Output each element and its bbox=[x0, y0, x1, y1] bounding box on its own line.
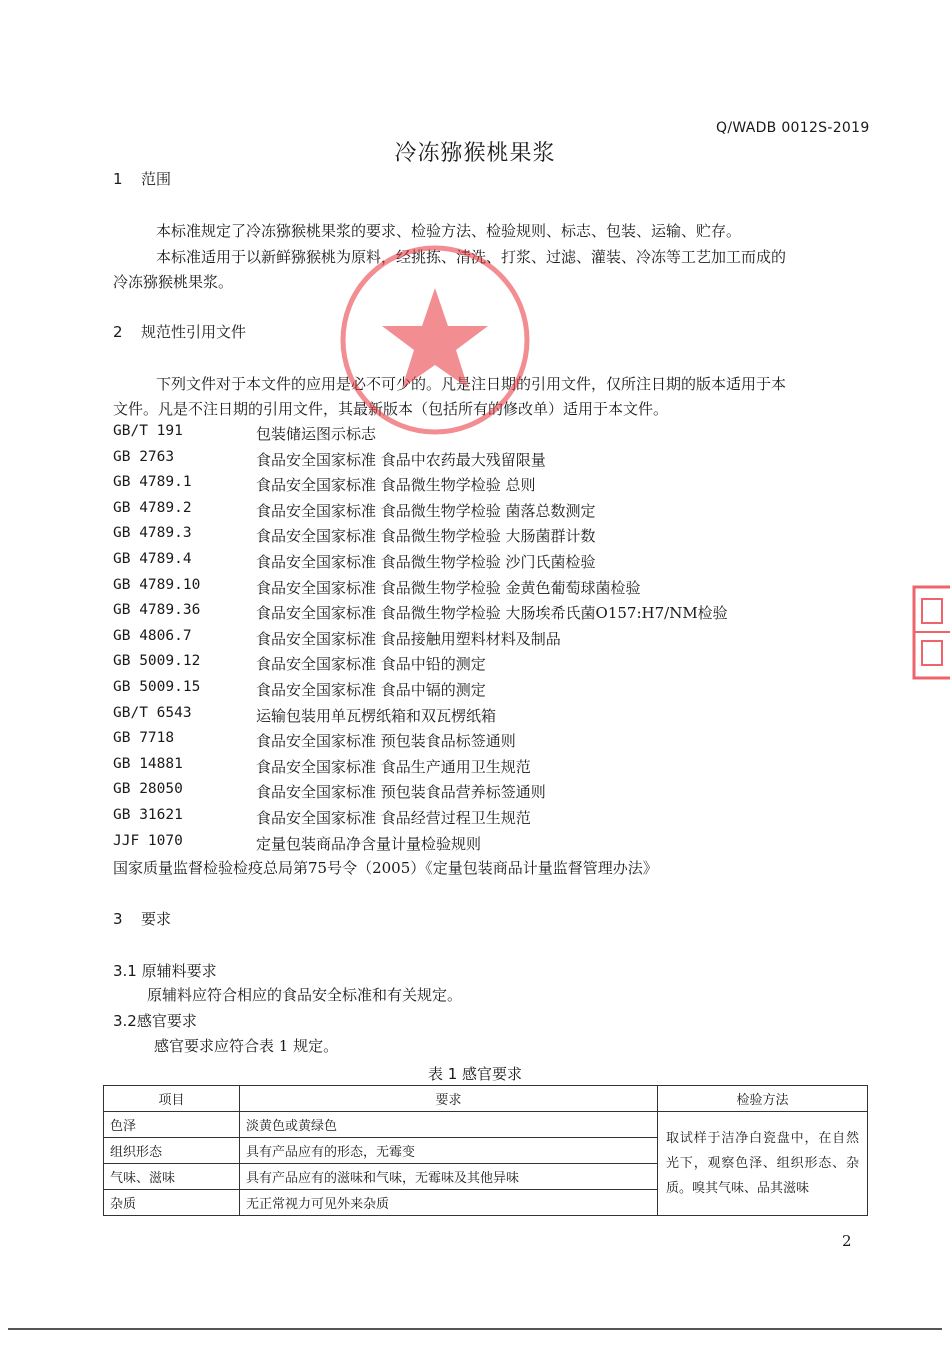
item-cell: 气味、滋味 bbox=[104, 1164, 240, 1190]
reference-title: 定量包装商品净含量计量检验规则 bbox=[256, 834, 482, 853]
reference-row bbox=[0, 781, 950, 806]
table-row bbox=[104, 1112, 868, 1138]
reference-code: GB 28050 bbox=[113, 781, 183, 798]
table-caption: 表 1 感官要求 bbox=[427, 1065, 523, 1083]
reference-code: GB/T 6543 bbox=[113, 704, 192, 721]
reference-row bbox=[0, 730, 950, 755]
reference-title: 食品安全国家标准 食品中农药最大残留限量 bbox=[256, 450, 546, 469]
page-bottom-rule bbox=[8, 1328, 942, 1330]
paragraph: 本标准适用于以新鲜猕猴桃为原料，经挑拣、清洗、打浆、过滤、灌装、冷冻等工艺加工而成的 bbox=[156, 248, 787, 266]
reference-row bbox=[0, 500, 950, 525]
reference-title: 食品安全国家标准 食品经营过程卫生规范 bbox=[256, 809, 531, 827]
reference-row bbox=[0, 756, 950, 781]
reference-title: 食品安全国家标准 预包装食品标签通则 bbox=[256, 732, 516, 751]
reference-title: 食品安全国家标准 食品微生物学检验 大肠埃希氏菌O157:H7/NM检验 bbox=[256, 604, 728, 623]
edge-seal-icon bbox=[912, 585, 950, 680]
requirement-cell: 无正常视力可见外来杂质 bbox=[240, 1190, 658, 1216]
reference-title: 食品安全国家标准 食品微生物学检验 沙门氏菌检验 bbox=[256, 553, 596, 571]
item-cell: 杂质 bbox=[104, 1190, 240, 1216]
page-number: 2 bbox=[842, 1232, 852, 1250]
reference-row bbox=[0, 577, 950, 602]
subsection-number: 3.1 bbox=[113, 962, 137, 980]
subsection-3-1-heading bbox=[113, 960, 217, 981]
reference-title: 食品安全国家标准 预包装食品营养标签通则 bbox=[256, 783, 546, 802]
reference-title: 食品安全国家标准 食品微生物学检验 大肠菌群计数 bbox=[256, 527, 596, 546]
requirement-cell: 具有产品应有的滋味和气味，无霉味及其他异味 bbox=[240, 1164, 658, 1190]
section-title: 规范性引用文件 bbox=[141, 323, 247, 341]
section-2-heading bbox=[113, 321, 246, 342]
reference-code: GB 4789.2 bbox=[113, 499, 192, 516]
reference-title: 食品安全国家标准 食品中镉的测定 bbox=[256, 681, 486, 699]
requirement-cell: 具有产品应有的形态，无霉变 bbox=[240, 1138, 658, 1164]
section-1-heading bbox=[113, 168, 171, 189]
reference-title: 包装储运图示标志 bbox=[256, 425, 377, 443]
reference-title: 食品安全国家标准 食品微生物学检验 总则 bbox=[256, 476, 536, 495]
section-3-heading bbox=[113, 908, 171, 929]
section-number: 2 bbox=[113, 323, 123, 341]
reference-row bbox=[0, 551, 950, 576]
reference-row bbox=[0, 449, 950, 474]
paragraph: 原辅料应符合相应的食品安全标准和有关规定。 bbox=[147, 986, 463, 1004]
reference-code: GB 4789.4 bbox=[113, 551, 192, 567]
requirement-cell: 淡黄色或黄绿色 bbox=[240, 1112, 658, 1138]
column-header: 要求 bbox=[240, 1086, 658, 1112]
subsection-title: 原辅料要求 bbox=[141, 962, 217, 980]
reference-row bbox=[0, 525, 950, 550]
section-number: 1 bbox=[113, 170, 123, 188]
reference-row bbox=[0, 807, 950, 832]
reference-row bbox=[0, 628, 950, 653]
reference-code: GB 4789.1 bbox=[113, 474, 192, 491]
paragraph: 感官要求应符合表 1 规定。 bbox=[154, 1037, 339, 1055]
standard-code: Q/WADB 0012S-2019 bbox=[716, 120, 870, 136]
reference-code: GB 2763 bbox=[113, 448, 175, 465]
reference-title: 食品安全国家标准 食品微生物学检验 菌落总数测定 bbox=[256, 501, 596, 520]
method-cell: 取试样于洁净白瓷盘中，在自然光下，观察色泽、组织形态、杂质。嗅其气味、品其滋味 bbox=[658, 1112, 868, 1216]
column-header: 项目 bbox=[104, 1086, 240, 1112]
reference-code: GB 4789.3 bbox=[113, 525, 192, 542]
reference-code: GB 4806.7 bbox=[113, 627, 192, 644]
reference-code: GB 4789.36 bbox=[113, 602, 201, 619]
reference-code: GB 31621 bbox=[113, 807, 183, 823]
item-cell: 组织形态 bbox=[104, 1138, 240, 1164]
reference-row bbox=[0, 602, 950, 627]
reference-title: 食品安全国家标准 食品中铅的测定 bbox=[256, 655, 486, 674]
column-header: 检验方法 bbox=[658, 1086, 868, 1112]
reference-code: GB 4789.10 bbox=[113, 576, 201, 593]
reference-row bbox=[0, 705, 950, 730]
section-number: 3 bbox=[113, 910, 123, 928]
reference-code: GB 5009.15 bbox=[113, 679, 201, 695]
reference-title: 食品安全国家标准 食品生产通用卫生规范 bbox=[256, 757, 531, 776]
reference-title: 食品安全国家标准 食品接触用塑料材料及制品 bbox=[256, 629, 561, 648]
subsection-number: 3.2 bbox=[113, 1012, 137, 1030]
table-header-row bbox=[104, 1086, 868, 1112]
section-title: 要求 bbox=[141, 910, 172, 928]
reference-row bbox=[0, 474, 950, 499]
reference-code: JJF 1070 bbox=[113, 832, 183, 849]
subsection-title: 感官要求 bbox=[136, 1012, 197, 1030]
reference-code: GB 5009.12 bbox=[113, 653, 201, 670]
company-seal-icon bbox=[335, 240, 535, 440]
reference-code: GB 14881 bbox=[113, 755, 183, 772]
reference-row bbox=[0, 833, 950, 858]
reference-code: GB 7718 bbox=[113, 730, 175, 747]
paragraph: 本标准规定了冷冻猕猴桃果浆的要求、检验方法、检验规则、标志、包装、运输、贮存。 bbox=[156, 222, 742, 240]
reference-row bbox=[0, 653, 950, 678]
paragraph-continuation: 冷冻猕猴桃果浆。 bbox=[113, 273, 234, 291]
paragraph: 下列文件对于本文件的应用是必不可少的。凡是注日期的引用文件，仅所注日期的版本适用于本 bbox=[156, 375, 787, 393]
reference-row bbox=[0, 679, 950, 704]
decree-reference: 国家质量监督检验检疫总局第75号令（2005）《定量包装商品计量监督管理办法》 bbox=[113, 859, 658, 877]
paragraph-continuation: 文件。凡是不注日期的引用文件，其最新版本（包括所有的修改单）适用于本文件。 bbox=[113, 400, 669, 418]
section-title: 范围 bbox=[141, 170, 172, 188]
reference-code: GB/T 191 bbox=[113, 423, 183, 439]
item-cell: 色泽 bbox=[104, 1112, 240, 1138]
sensory-requirements-table bbox=[103, 1085, 868, 1216]
subsection-3-2-heading bbox=[113, 1010, 197, 1031]
reference-title: 运输包装用单瓦楞纸箱和双瓦楞纸箱 bbox=[256, 706, 497, 725]
document-title: 冷冻猕猴桃果浆 bbox=[394, 141, 556, 166]
reference-title: 食品安全国家标准 食品微生物学检验 金黄色葡萄球菌检验 bbox=[256, 578, 641, 597]
